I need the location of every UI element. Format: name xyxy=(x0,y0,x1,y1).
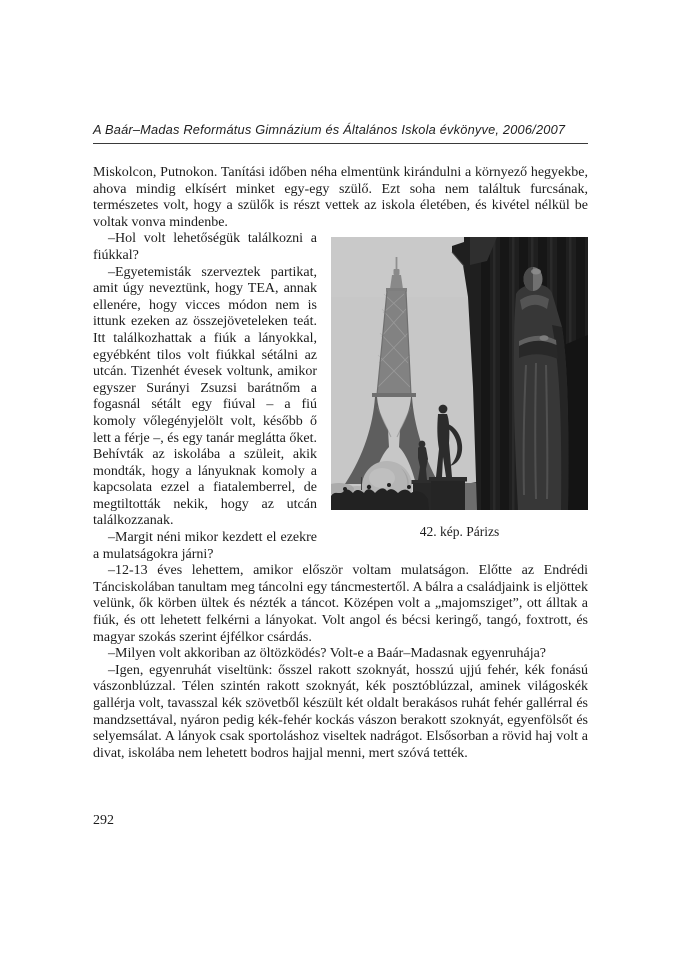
paris-photo xyxy=(331,237,588,510)
paragraph-2-question: –Hol volt lehetőségük találkozni a fiúkkal? xyxy=(93,231,317,263)
paragraph-1: Miskolcon, Putnokon. Tanítási időben néha elmentünk kirándulni a környező hegyekbe, ahova mindig elkísért minket egy-egy szülő. Ezt soha nem találtuk furcsának, természetes volt, hogy a szülők is részt vettek az iskola életében, és kivétel nélkül be voltak vonva mindenbe. xyxy=(93,165,588,230)
page-content xyxy=(93,122,588,762)
paragraph-6-question: –Milyen volt akkoriban az öltözködés? Volt-e a Baár–Madasnak egyenruhája? xyxy=(108,646,547,662)
paragraph-5-answer: –12-13 éves lehettem, amikor először voltam mulatságon. Előtte az Endrédi Tánciskolában tanultam meg táncolni egy táncmestertől. A bálra a családjaink is eljöttek velünk, ők körben ültek és nézték a táncot. Középen volt a „majomsziget”, ott álltak a fiúk, és ott lehetett felkérni a lányokat. Volt angol és bécsi keringő, tangó, foxtrott, és magyar szokás szerint éjfélkor csárdás. xyxy=(93,563,588,645)
text-and-photo-row xyxy=(93,231,588,563)
page-number: 292 xyxy=(93,813,114,828)
paris-photo-figure xyxy=(331,237,588,541)
running-header xyxy=(93,122,588,144)
paragraph-4-question: –Margit néni mikor kezdett el ezekre a mulatságokra járni? xyxy=(93,530,317,562)
paragraph-7-answer: –Igen, egyenruhát viseltünk: ősszel rakott szoknyát, hosszú ujjú fehér, kék fonású vászonblúzzal. Télen szintén rakott szoknyát, kék posztóblúzzal, aminek világoskék gallérja volt, tavasszal kék szövetből készült két oldalt berakásos ruhát fehér gallérral és mandzsettával, nyáron pedig kék-fehér kockás vászon berakott szoknyát, egyenfölsőt és selyemsálat. A lányok csak sportoláshoz viseltek nadrágot. Elsősorban a rövid haj volt a divat, iskolába nem lehetett bodros hajjal menni, mert szóvá tették. xyxy=(93,662,588,761)
body-text xyxy=(93,165,588,762)
photo-caption: 42. kép. Párizs xyxy=(419,524,500,540)
paragraph-3-answer: –Egyetemisták szerveztek partikat, amit úgy neveztünk, hogy TEA, annak ellenére, hogy vicces módon nem is ittunk ezeken az összejöveteleken teát. Itt találkozhattak a fiúk a lányokkal, egyébként tilos volt fiúkkal sétálni az utcán. Tizenhét évesek voltunk, amikor egyszer Surányi Zsuzsi barátnőm a fogasnál sétált egy fiúval – a fiú komoly vőlegényjelölt volt, később ő lett a férje –, és egy tanár meglátta őket. Behívták az iskolába a szüleit, akik mondták, hogy a lányuknak komoly a kapcsolata ezzel a fiatalemberrel, de megtiltották nekik, hogy az utcán találkozzanak. xyxy=(93,264,317,529)
running-header-title: A Baár–Madas Református Gimnázium és Általános Iskola évkönyve, 2006/2007 xyxy=(93,122,566,137)
narrow-text-column xyxy=(93,231,317,563)
